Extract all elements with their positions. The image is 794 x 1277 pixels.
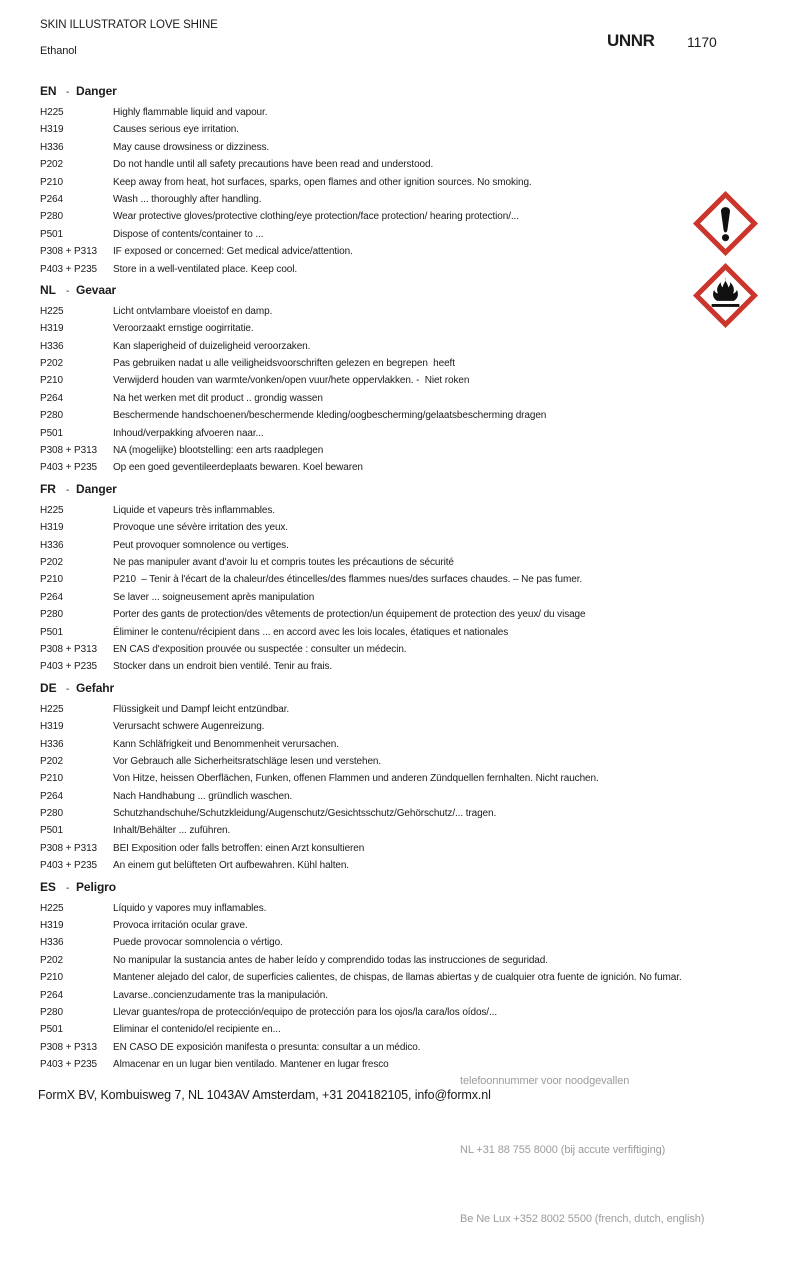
signal-word: Peligro bbox=[76, 879, 116, 894]
hazard-text: Store in a well-ventilated place. Keep cool. bbox=[113, 263, 298, 275]
hazard-row bbox=[40, 718, 780, 735]
hazard-row bbox=[40, 104, 780, 121]
hazard-code: P210 bbox=[40, 176, 63, 188]
hazard-text: Kan slaperigheid of duizeligheid veroorzaken. bbox=[113, 340, 311, 352]
hazard-text: EN CAS d'exposition prouvée ou suspectée : consulter un médecin. bbox=[113, 643, 407, 655]
signal-word: Danger bbox=[76, 481, 117, 496]
hazard-row bbox=[40, 442, 780, 459]
hazard-code: P403 + P235 bbox=[40, 263, 98, 275]
hazard-text: Provoca irritación ocular grave. bbox=[113, 920, 248, 932]
hazard-text: Vor Gebrauch alle Sicherheitsratschläge lesen und verstehen. bbox=[113, 755, 382, 767]
language-code: EN bbox=[40, 84, 57, 98]
hazard-text: Verwijderd houden van warmte/vonken/open vuur/hete oppervlakken. - Niet roken bbox=[113, 375, 470, 387]
language-code: FR bbox=[40, 481, 56, 496]
hazard-code: P202 bbox=[40, 358, 63, 370]
hazard-row bbox=[40, 156, 780, 173]
hazard-section-fr bbox=[40, 481, 780, 676]
hazard-row bbox=[40, 226, 780, 243]
hazard-code: H336 bbox=[40, 340, 64, 352]
hazard-row bbox=[40, 139, 780, 156]
substance-name: Ethanol bbox=[40, 45, 77, 57]
ghs-pictogram-flame bbox=[694, 264, 757, 327]
signal-word: Gevaar bbox=[76, 282, 117, 297]
hazard-text: Dispose of contents/container to ... bbox=[113, 228, 264, 240]
hazard-text: May cause drowsiness or dizziness. bbox=[113, 141, 270, 153]
section-heading bbox=[40, 83, 780, 101]
hazard-code: P202 bbox=[40, 755, 63, 767]
hazard-code: H225 bbox=[40, 504, 64, 516]
hazard-text: Keep away from heat, hot surfaces, sparks, open flames and other ignition sources. No smoking. bbox=[113, 176, 532, 188]
hazard-section-en bbox=[40, 83, 780, 278]
un-number-value: 1170 bbox=[687, 34, 717, 50]
hazard-code: P280 bbox=[40, 609, 63, 621]
hazard-text: Kann Schläfrigkeit und Benommenheit verursachen. bbox=[113, 738, 339, 750]
hazard-row bbox=[40, 502, 780, 519]
hazard-text: Verursacht schwere Augenreizung. bbox=[113, 721, 265, 733]
heading-separator: - bbox=[66, 87, 70, 98]
hazard-text: Von Hitze, heissen Oberflächen, Funken, offenen Flammen und anderen Zündquellen fernhalten. Nicht rauchen. bbox=[113, 773, 599, 785]
hazard-row bbox=[40, 554, 780, 571]
product-title: SKIN ILLUSTRATOR LOVE SHINE bbox=[40, 19, 218, 31]
hazard-row bbox=[40, 840, 780, 857]
hazard-text: EN CASO DE exposición manifesta o presunta: consultar a un médico. bbox=[113, 1041, 421, 1053]
hazard-code: H319 bbox=[40, 522, 64, 534]
hazard-row bbox=[40, 320, 780, 337]
heading-separator: - bbox=[66, 683, 70, 695]
hazard-row bbox=[40, 701, 780, 718]
hazard-text: Beschermende handschoenen/beschermende kleding/oogbescherming/gelaatsbescherming dragen bbox=[113, 410, 547, 422]
hazard-code: H225 bbox=[40, 703, 64, 715]
hazard-row bbox=[40, 390, 780, 407]
hazard-text: Inhalt/Behälter ... zuführen. bbox=[113, 825, 231, 837]
hazard-row bbox=[40, 191, 780, 208]
hazard-row bbox=[40, 857, 780, 874]
hazard-code: P264 bbox=[40, 392, 63, 404]
hazard-row bbox=[40, 641, 780, 658]
hazard-row bbox=[40, 459, 780, 476]
hazard-code: P308 + P313 bbox=[40, 1041, 98, 1053]
hazard-row bbox=[40, 900, 780, 917]
hazard-code: P308 + P313 bbox=[40, 842, 98, 854]
language-code: ES bbox=[40, 879, 56, 894]
hazard-code: P280 bbox=[40, 410, 63, 422]
hazard-code: H336 bbox=[40, 937, 64, 949]
hazard-text: Op een goed geventileerdeplaats bewaren. Koel bewaren bbox=[113, 462, 363, 474]
hazard-code: P501 bbox=[40, 427, 63, 439]
heading-separator: - bbox=[66, 285, 70, 297]
hazard-code: P210 bbox=[40, 375, 63, 387]
hazard-code: P202 bbox=[40, 159, 63, 171]
hazard-text: Stocker dans un endroit bien ventilé. Tenir au frais. bbox=[113, 661, 333, 673]
hazard-row bbox=[40, 934, 780, 951]
hazard-text: Inhoud/verpakking afvoeren naar... bbox=[113, 427, 264, 439]
hazard-code: H336 bbox=[40, 141, 64, 153]
hazard-text: Pas gebruiken nadat u alle veiligheidsvoorschriften gelezen en begrepen heeft bbox=[113, 358, 455, 370]
hazard-code: P501 bbox=[40, 228, 63, 240]
hazard-row bbox=[40, 174, 780, 191]
hazard-row bbox=[40, 606, 780, 623]
hazard-code: P403 + P235 bbox=[40, 661, 98, 673]
hazard-code: P501 bbox=[40, 626, 63, 638]
hazard-text: Nach Handhabung ... gründlich waschen. bbox=[113, 790, 293, 802]
hazard-code: P264 bbox=[40, 193, 63, 205]
hazard-row bbox=[40, 519, 780, 536]
hazard-text: P210 – Tenir à l'écart de la chaleur/des étincelles/des flammes nues/des surfaces chaudes. – Ne pas fumer. bbox=[113, 574, 583, 586]
hazard-text: Eliminar el contenido/el recipiente en... bbox=[113, 1024, 281, 1036]
emergency-title: telefoonnummer voor noodgevallen bbox=[460, 1075, 630, 1087]
hazard-row bbox=[40, 822, 780, 839]
hazard-row bbox=[40, 121, 780, 138]
hazard-text: Wash ... thoroughly after handling. bbox=[113, 193, 262, 205]
hazard-code: H225 bbox=[40, 107, 64, 118]
hazard-row bbox=[40, 425, 780, 442]
hazard-code: P501 bbox=[40, 1024, 63, 1036]
hazard-row bbox=[40, 537, 780, 554]
hazard-text: Causes serious eye irritation. bbox=[113, 124, 239, 136]
emergency-line-benelux: Be Ne Lux +352 8002 5500 (french, dutch, english) bbox=[460, 1213, 705, 1225]
hazard-code: P264 bbox=[40, 790, 63, 802]
hazard-text: Licht ontvlambare vloeistof en damp. bbox=[113, 305, 273, 317]
hazard-row bbox=[40, 407, 780, 424]
hazard-code: P308 + P313 bbox=[40, 445, 98, 457]
hazard-code: P501 bbox=[40, 825, 63, 837]
hazard-text: NA (mogelijke) blootstelling: een arts raadplegen bbox=[113, 445, 324, 457]
hazard-row bbox=[40, 1004, 780, 1021]
hazard-text: Porter des gants de protection/des vêtements de protection/un équipement de protection des yeux/ du visage bbox=[113, 609, 586, 621]
hazard-row bbox=[40, 987, 780, 1004]
hazard-row bbox=[40, 355, 780, 372]
emergency-line-nl: NL +31 88 755 8000 (bij accute verfiftiging) bbox=[460, 1144, 666, 1156]
hazard-text: Provoque une sévère irritation des yeux. bbox=[113, 522, 288, 534]
hazard-code: H319 bbox=[40, 124, 64, 136]
hazard-text: Líquido y vapores muy inflamables. bbox=[113, 902, 267, 914]
hazard-row bbox=[40, 952, 780, 969]
signal-word: Danger bbox=[76, 84, 117, 98]
hazard-text: BEI Exposition oder falls betroffen: einen Arzt konsultieren bbox=[113, 842, 365, 854]
hazard-code: P264 bbox=[40, 591, 63, 603]
hazard-code: P210 bbox=[40, 574, 63, 586]
hazard-text: Almacenar en un lugar bien ventilado. Mantener en lugar fresco bbox=[113, 1059, 389, 1071]
hazard-sections bbox=[40, 83, 780, 1078]
heading-separator: - bbox=[66, 882, 70, 894]
hazard-row bbox=[40, 805, 780, 822]
section-heading bbox=[40, 680, 780, 698]
hazard-text: Peut provoquer somnolence ou vertiges. bbox=[113, 539, 289, 551]
hazard-text: Ne pas manipuler avant d'avoir lu et compris toutes les précautions de sécurité bbox=[113, 556, 454, 568]
hazard-row bbox=[40, 770, 780, 787]
hazard-text: Se laver ... soigneusement après manipulation bbox=[113, 591, 315, 603]
hazard-text: An einem gut belüfteten Ort aufbewahren. Kühl halten. bbox=[113, 860, 349, 872]
hazard-code: P210 bbox=[40, 972, 63, 984]
hazard-code: P280 bbox=[40, 808, 63, 820]
hazard-code: P210 bbox=[40, 773, 63, 785]
hazard-text: Liquide et vapeurs très inflammables. bbox=[113, 504, 275, 516]
hazard-code: H225 bbox=[40, 902, 64, 914]
hazard-text: IF exposed or concerned: Get medical advice/attention. bbox=[113, 246, 353, 258]
hazard-code: P202 bbox=[40, 954, 63, 966]
hazard-row bbox=[40, 303, 780, 320]
hazard-row bbox=[40, 736, 780, 753]
hazard-row bbox=[40, 658, 780, 675]
hazard-code: P403 + P235 bbox=[40, 860, 98, 872]
hazard-row bbox=[40, 571, 780, 588]
hazard-text: Na het werken met dit product .. grondig wassen bbox=[113, 392, 323, 404]
hazard-code: P202 bbox=[40, 556, 63, 568]
hazard-code: H319 bbox=[40, 721, 64, 733]
hazard-text: Wear protective gloves/protective clothing/eye protection/face protection/ hearing protection/... bbox=[113, 211, 519, 223]
hazard-text: No manipular la sustancia antes de haber leído y comprendido todas las instrucciones de seguridad. bbox=[113, 954, 548, 966]
exclamation-mark-icon bbox=[694, 192, 757, 255]
hazard-code: P280 bbox=[40, 1006, 63, 1018]
hazard-row bbox=[40, 788, 780, 805]
hazard-text: Mantener alejado del calor, de superficies calientes, de chispas, de llamas abiertas y de cualquier otra fuente de ignición. No fumar. bbox=[113, 972, 682, 984]
hazard-code: P403 + P235 bbox=[40, 1059, 98, 1071]
language-code: DE bbox=[40, 680, 57, 695]
hazard-section-nl bbox=[40, 282, 780, 477]
hazard-code: H319 bbox=[40, 323, 64, 335]
hazard-code: P264 bbox=[40, 989, 63, 1001]
hazard-row bbox=[40, 243, 780, 260]
hazard-text: Schutzhandschuhe/Schutzkleidung/Augenschutz/Gesichtsschutz/Gehörschutz/... tragen. bbox=[113, 808, 497, 820]
company-footer: FormX BV, Kombuisweg 7, NL 1043AV Amsterdam, +31 204182105, info@formx.nl bbox=[38, 1088, 491, 1102]
hazard-row bbox=[40, 753, 780, 770]
hazard-code: P308 + P313 bbox=[40, 246, 98, 258]
flame-icon bbox=[694, 264, 757, 327]
section-heading bbox=[40, 481, 780, 499]
hazard-code: H225 bbox=[40, 305, 64, 317]
hazard-row bbox=[40, 208, 780, 225]
hazard-code: H319 bbox=[40, 920, 64, 932]
hazard-code: P280 bbox=[40, 211, 63, 223]
hazard-row bbox=[40, 624, 780, 641]
hazard-text: Flüssigkeit und Dampf leicht entzündbar. bbox=[113, 703, 290, 715]
hazard-row bbox=[40, 589, 780, 606]
language-code: NL bbox=[40, 282, 56, 297]
hazard-text: Llevar guantes/ropa de protección/equipo de protección para los ojos/la cara/los oídos/... bbox=[113, 1006, 498, 1018]
hazard-row bbox=[40, 969, 780, 986]
hazard-text: Lavarse..concienzudamente tras la manipulación. bbox=[113, 989, 328, 1001]
hazard-text: Do not handle until all safety precautions have been read and understood. bbox=[113, 159, 434, 171]
hazard-text: Veroorzaakt ernstige oogirritatie. bbox=[113, 323, 254, 335]
ghs-pictogram-exclamation bbox=[694, 192, 757, 255]
hazard-code: P403 + P235 bbox=[40, 462, 98, 474]
hazard-row bbox=[40, 338, 780, 355]
section-heading bbox=[40, 879, 780, 897]
hazard-text: Puede provocar somnolencia o vértigo. bbox=[113, 937, 283, 949]
section-heading bbox=[40, 282, 780, 300]
hazard-section-de bbox=[40, 680, 780, 875]
hazard-text: Éliminer le contenu/récipient dans ... en accord avec les lois locales, étatiques et nationales bbox=[113, 626, 509, 638]
hazard-row bbox=[40, 372, 780, 389]
emergency-contact-block bbox=[460, 1024, 704, 1277]
signal-word: Gefahr bbox=[76, 680, 115, 695]
hazard-row bbox=[40, 917, 780, 934]
hazard-row bbox=[40, 261, 780, 278]
heading-separator: - bbox=[66, 484, 70, 496]
hazard-text: Highly flammable liquid and vapour. bbox=[113, 107, 268, 118]
hazard-code: H336 bbox=[40, 738, 64, 750]
hazard-code: P308 + P313 bbox=[40, 643, 98, 655]
un-number-label: UNNR bbox=[607, 31, 655, 50]
hazard-code: H336 bbox=[40, 539, 64, 551]
